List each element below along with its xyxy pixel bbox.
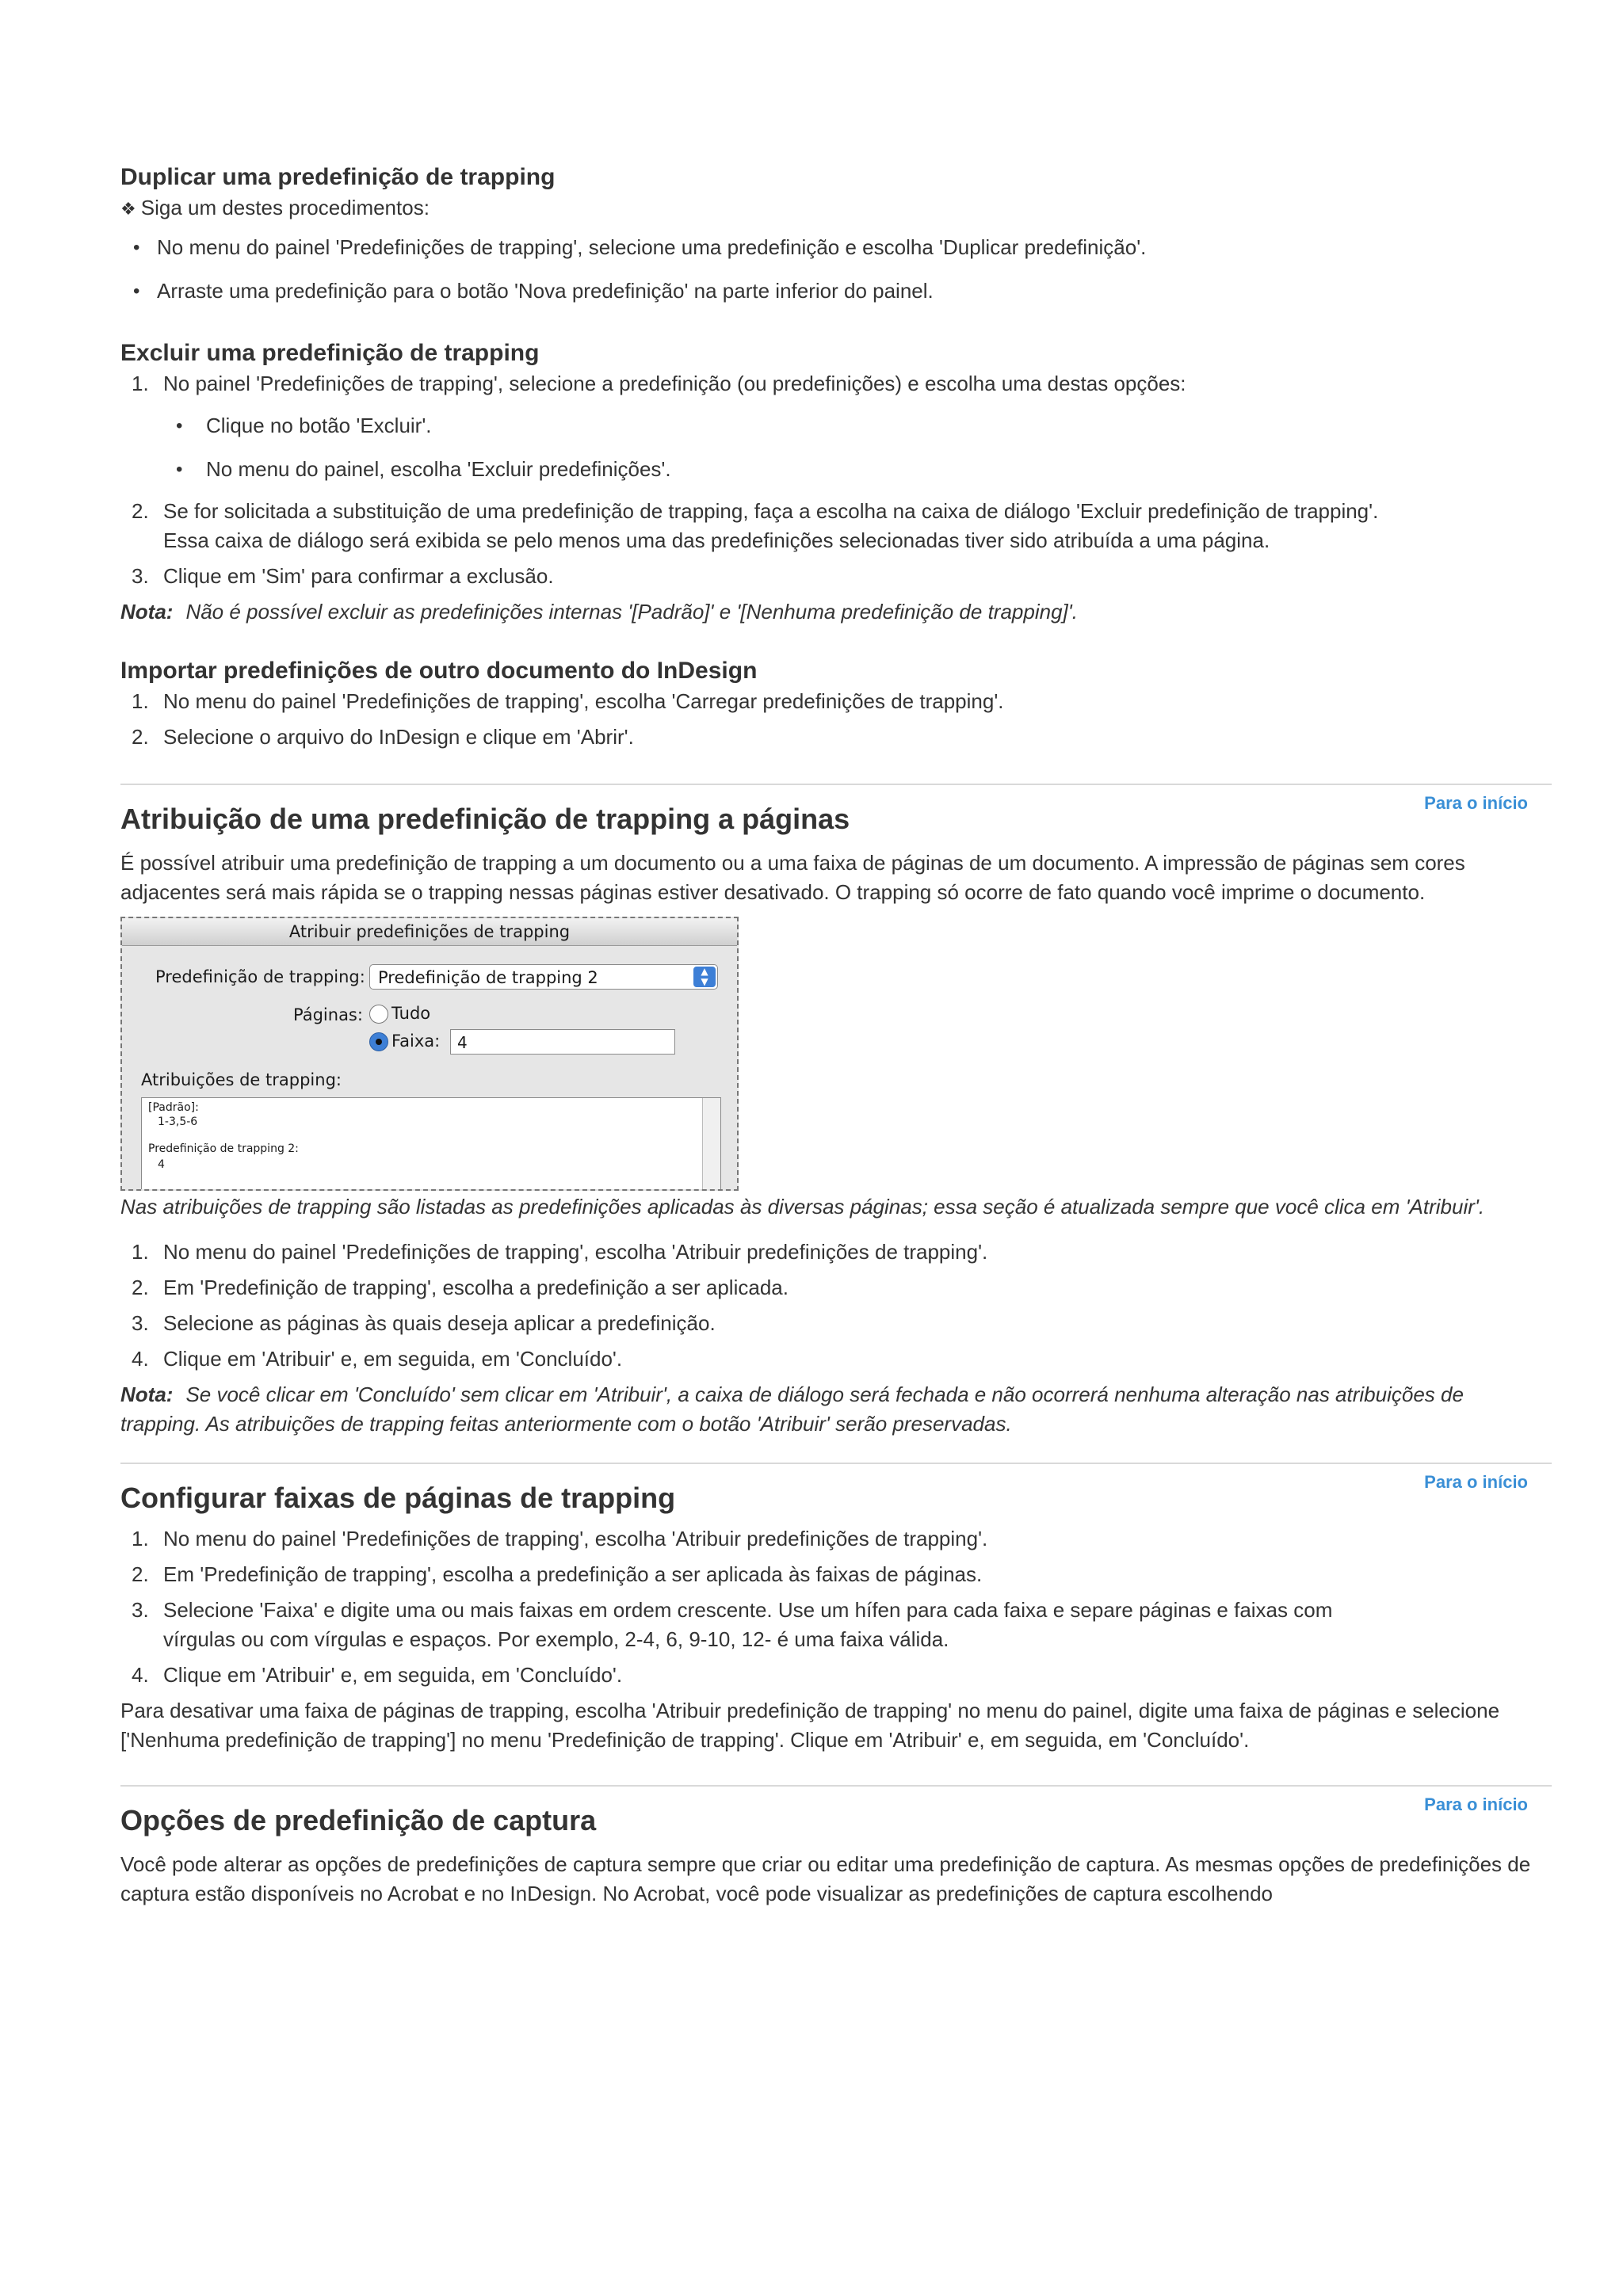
assign-presets-dialog-image bbox=[120, 917, 739, 1191]
heading-import-presets: Importar predefinições de outro documento do InDesign bbox=[120, 658, 758, 684]
preset-select[interactable]: Predefinição de trapping 2 ▲ ▼ bbox=[369, 964, 718, 990]
section-header bbox=[120, 1787, 1547, 1839]
range-input[interactable]: 4 bbox=[450, 1029, 675, 1055]
list-item: [Padrão]: bbox=[148, 1101, 199, 1114]
duplicate-options-list bbox=[120, 233, 1547, 306]
back-to-top-link[interactable]: Para o início bbox=[1424, 1794, 1528, 1814]
assign-steps-list bbox=[120, 1238, 1547, 1374]
list-item: 2. Selecione o arquivo do InDesign e clique em 'Abrir'. bbox=[132, 725, 634, 749]
list-item: • No menu do painel 'Predefinições de trapping', selecione uma predefinição e escolha 'Duplicar predefinição'. bbox=[120, 233, 1547, 262]
list-item: 4. Clique em 'Atribuir' e, em seguida, em 'Concluído'. bbox=[132, 1347, 623, 1371]
list-item: 1. No painel 'Predefinições de trapping', selecione a predefinição (ou predefinições) e escolha uma destas opções: • Clique no botão 'Excluir'. • No menu do painel, escolha 'Excluir predefinições'. bbox=[120, 369, 1547, 484]
list-item: • Clique no botão 'Excluir'. bbox=[163, 411, 1547, 441]
list-item: 3. Selecione 'Faixa' e digite uma ou mais faixas em ordem crescente. Use um hífen para cada faixa e separe páginas e faixas com vírgulas ou com vírgulas e espaços. Por exemplo, 2-4, 6, 9-10, 12- é uma faixa válida. bbox=[132, 1598, 1333, 1651]
list-item: 2. Em 'Predefinição de trapping', escolha a predefinição a ser aplicada às faixas de páginas. bbox=[132, 1562, 983, 1586]
list-item: 4. Clique em 'Atribuir' e, em seguida, em 'Concluído'. bbox=[132, 1663, 623, 1687]
heading-duplicate-preset: Duplicar uma predefinição de trapping bbox=[120, 164, 556, 190]
section-header bbox=[120, 785, 1547, 837]
radio-range[interactable]: Faixa: bbox=[369, 1032, 440, 1051]
list-item: 2. Em 'Predefinição de trapping', escolha a predefinição a ser aplicada. bbox=[132, 1276, 789, 1299]
procedure-intro: ❖ Siga um destes procedimentos: bbox=[120, 196, 430, 219]
list-item: 4 bbox=[158, 1158, 165, 1171]
list-item: 2. Se for solicitada a substituição de uma predefinição de trapping, faça a escolha na caixa de diálogo 'Excluir predefinição de trapping'. Essa caixa de diálogo será exibida se pelo menos uma das predefinições selecionadas tiver sido atribuída a uma página. bbox=[132, 499, 1379, 552]
section-header bbox=[120, 1464, 1547, 1516]
select-arrows-icon: ▲ ▼ bbox=[693, 967, 716, 987]
delete-steps-list bbox=[120, 369, 1547, 591]
preset-label: Predefinição de trapping: bbox=[155, 967, 365, 986]
radio-off-icon bbox=[369, 1005, 388, 1024]
list-item: • Arraste uma predefinição para o botão 'Nova predefinição' na parte inferior do painel. bbox=[120, 277, 1547, 306]
heading-assign-preset: Atribuição de uma predefinição de trapping a páginas bbox=[120, 803, 850, 835]
heading-capture-options: Opções de predefinição de captura bbox=[120, 1804, 597, 1836]
pages-label: Páginas: bbox=[293, 1005, 363, 1024]
heading-delete-preset: Excluir uma predefinição de trapping bbox=[120, 340, 540, 366]
list-item: 1. No menu do painel 'Predefinições de trapping', escolha 'Carregar predefinições de trapping'. bbox=[132, 689, 1004, 713]
list-item: 1. No menu do painel 'Predefinições de trapping', escolha 'Atribuir predefinições de trapping'. bbox=[132, 1527, 988, 1550]
document-page bbox=[120, 162, 1547, 1909]
list-item: 1. No menu do painel 'Predefinições de trapping', escolha 'Atribuir predefinições de trapping'. bbox=[132, 1240, 988, 1264]
diamond-bullet-icon: ❖ bbox=[120, 199, 136, 219]
back-to-top-link[interactable]: Para o início bbox=[1424, 1472, 1528, 1492]
ranges-steps-list bbox=[120, 1524, 1547, 1690]
radio-all[interactable]: Tudo bbox=[369, 1004, 430, 1024]
figure-caption: Nas atribuições de trapping são listadas as predefinições aplicadas às diversas páginas; essa seção é atualizada sempre que você clica em 'Atribuir'. bbox=[120, 1195, 1485, 1219]
note-delete: Nota: Não é possível excluir as predefinições internas '[Padrão]' e '[Nenhuma predefinição de trapping]'. bbox=[120, 600, 1078, 624]
dialog-title: Atribuir predefinições de trapping bbox=[122, 918, 737, 946]
import-steps-list bbox=[120, 687, 1547, 752]
heading-page-ranges: Configurar faixas de páginas de trapping bbox=[120, 1482, 676, 1514]
radio-on-icon bbox=[369, 1032, 388, 1051]
list-item: 3. Clique em 'Sim' para confirmar a exclusão. bbox=[132, 564, 554, 588]
capture-intro: Você pode alterar as opções de predefinições de captura sempre que criar ou editar uma predefinição de captura. As mesmas opções de predefinições de captura estão disponíveis no Acrobat e no InDesign. No Acrobat, você pode visualizar as predefinições de captura escolhendo bbox=[120, 1852, 1531, 1905]
list-item: 1-3,5-6 bbox=[158, 1116, 198, 1128]
ranges-outro: Para desativar uma faixa de páginas de trapping, escolha 'Atribuir predefinição de trapping' no menu do painel, digite uma faixa de páginas e selecione ['Nenhuma predefinição de trapping'] no menu 'Predefinição de trapping'. Clique em 'Atribuir' e, em seguida, em 'Concluído'. bbox=[120, 1699, 1500, 1752]
back-to-top-link[interactable]: Para o início bbox=[1424, 793, 1528, 813]
list-item: Predefinição de trapping 2: bbox=[148, 1142, 299, 1155]
list-item: 3. Selecione as páginas às quais deseja aplicar a predefinição. bbox=[132, 1311, 716, 1335]
scrollbar[interactable] bbox=[702, 1098, 720, 1191]
assign-intro: É possível atribuir uma predefinição de trapping a um documento ou a uma faixa de páginas de um documento. A impressão de páginas sem cores adjacentes será mais rápida se o trapping nessas páginas estiver desativado. O trapping só ocorre de fato quando você imprime o documento. bbox=[120, 851, 1465, 904]
note-assign: Nota: Se você clicar em 'Concluído' sem clicar em 'Atribuir', a caixa de diálogo será fechada e não ocorrerá nenhuma alteração nas atribuições de trapping. As atribuições de trapping feitas anteriormente com o botão 'Atribuir' serão preservadas. bbox=[120, 1383, 1464, 1436]
list-item: • No menu do painel, escolha 'Excluir predefinições'. bbox=[163, 455, 1547, 484]
delete-sub-options bbox=[163, 411, 1547, 484]
assignments-label: Atribuições de trapping: bbox=[141, 1070, 342, 1089]
assignments-list[interactable] bbox=[141, 1097, 721, 1191]
